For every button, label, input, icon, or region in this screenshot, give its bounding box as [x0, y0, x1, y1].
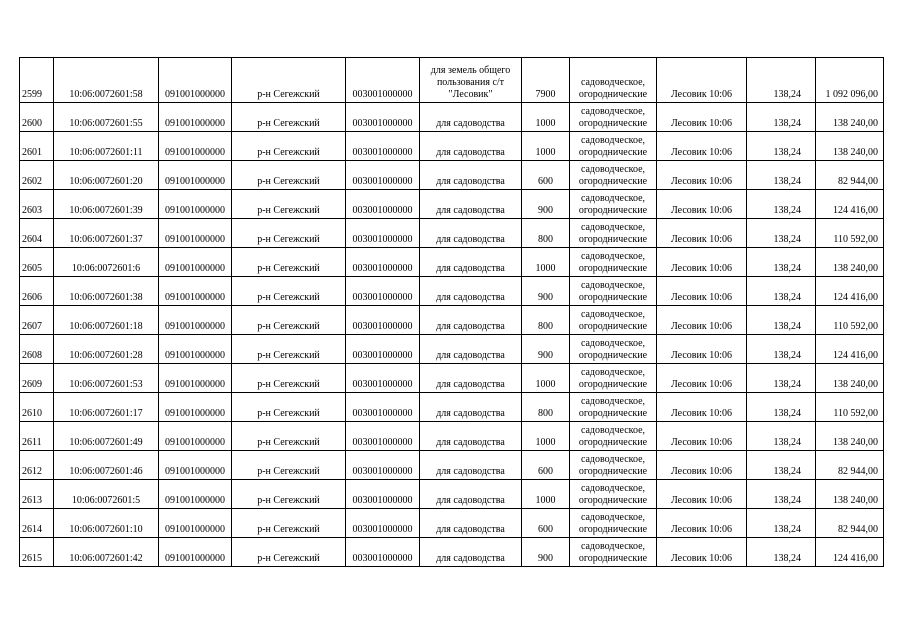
specific-value-cell: 138,24	[747, 132, 816, 161]
use-type-cell	[570, 393, 657, 422]
use-type-cell	[570, 364, 657, 393]
permitted-use-line: для садоводства	[436, 292, 505, 303]
table-row	[20, 393, 884, 422]
row-number-cell: 2609	[20, 364, 54, 393]
cadastral-value-cell: 124 416,00	[816, 335, 884, 364]
use-type-cell	[570, 480, 657, 509]
district-cell: р-н Сегежский	[232, 422, 346, 451]
area-cell: 1000	[522, 103, 570, 132]
use-type-cell	[570, 538, 657, 567]
use-type-line: огороднические	[578, 118, 648, 129]
district-cell: р-н Сегежский	[232, 538, 346, 567]
use-type-line: садоводческое,	[580, 251, 646, 262]
category-code-cell: 003001000000	[346, 248, 420, 277]
area-cell: 7900	[522, 58, 570, 103]
category-code-cell: 003001000000	[346, 538, 420, 567]
table-row	[20, 509, 884, 538]
use-type-line: садоводческое,	[580, 280, 646, 291]
use-type-cell	[570, 451, 657, 480]
permitted-use-line: для садоводства	[436, 205, 505, 216]
category-code-cell: 003001000000	[346, 277, 420, 306]
category-code-cell: 003001000000	[346, 393, 420, 422]
specific-value-cell: 138,24	[747, 364, 816, 393]
specific-value-cell: 138,24	[747, 538, 816, 567]
permitted-use-line: для садоводства	[436, 466, 505, 477]
use-type-cell	[570, 335, 657, 364]
specific-value-cell: 138,24	[747, 219, 816, 248]
okato-code-cell: 091001000000	[159, 132, 232, 161]
permitted-use-line: для садоводства	[436, 350, 505, 361]
district-cell: р-н Сегежский	[232, 58, 346, 103]
permitted-use-cell	[420, 306, 522, 335]
permitted-use-cell	[420, 103, 522, 132]
evaluation-object-cell: Лесовик 10:06	[657, 480, 747, 509]
use-type-line: садоводческое,	[580, 425, 646, 436]
table-body	[20, 58, 884, 567]
district-cell: р-н Сегежский	[232, 103, 346, 132]
evaluation-object-cell: Лесовик 10:06	[657, 103, 747, 132]
area-cell: 800	[522, 219, 570, 248]
evaluation-object-cell: Лесовик 10:06	[657, 277, 747, 306]
okato-code-cell: 091001000000	[159, 364, 232, 393]
area-cell: 600	[522, 509, 570, 538]
table-row	[20, 58, 884, 103]
row-number-cell: 2610	[20, 393, 54, 422]
cadastral-value-cell: 138 240,00	[816, 132, 884, 161]
document-page	[19, 57, 878, 567]
area-cell: 900	[522, 538, 570, 567]
permitted-use-cell	[420, 364, 522, 393]
cadastral-value-cell: 138 240,00	[816, 364, 884, 393]
specific-value-cell: 138,24	[747, 393, 816, 422]
specific-value-cell: 138,24	[747, 480, 816, 509]
cadastral-number-cell: 10:06:0072601:42	[54, 538, 159, 567]
permitted-use-cell	[420, 335, 522, 364]
category-code-cell: 003001000000	[346, 132, 420, 161]
use-type-line: садоводческое,	[580, 193, 646, 204]
row-number-cell: 2613	[20, 480, 54, 509]
permitted-use-cell	[420, 58, 522, 103]
permitted-use-line: для садоводства	[436, 524, 505, 535]
evaluation-object-cell: Лесовик 10:06	[657, 306, 747, 335]
category-code-cell: 003001000000	[346, 364, 420, 393]
area-cell: 800	[522, 306, 570, 335]
table-row	[20, 277, 884, 306]
cadastral-number-cell: 10:06:0072601:28	[54, 335, 159, 364]
use-type-cell	[570, 248, 657, 277]
use-type-line: огороднические	[578, 147, 648, 158]
permitted-use-line: для садоводства	[436, 147, 505, 158]
permitted-use-cell	[420, 422, 522, 451]
area-cell: 1000	[522, 248, 570, 277]
table-row	[20, 451, 884, 480]
evaluation-object-cell: Лесовик 10:06	[657, 509, 747, 538]
use-type-line: садоводческое,	[580, 164, 646, 175]
cadastral-number-cell: 10:06:0072601:53	[54, 364, 159, 393]
cadastral-number-cell: 10:06:0072601:10	[54, 509, 159, 538]
evaluation-object-cell: Лесовик 10:06	[657, 538, 747, 567]
permitted-use-cell	[420, 509, 522, 538]
use-type-cell	[570, 58, 657, 103]
use-type-line: огороднические	[578, 350, 648, 361]
category-code-cell: 003001000000	[346, 58, 420, 103]
specific-value-cell: 138,24	[747, 509, 816, 538]
row-number-cell: 2599	[20, 58, 54, 103]
okato-code-cell: 091001000000	[159, 190, 232, 219]
use-type-line: садоводческое,	[580, 541, 646, 552]
use-type-cell	[570, 190, 657, 219]
cadastral-number-cell: 10:06:0072601:58	[54, 58, 159, 103]
use-type-line: огороднические	[578, 495, 648, 506]
row-number-cell: 2615	[20, 538, 54, 567]
table-row	[20, 422, 884, 451]
permitted-use-cell	[420, 190, 522, 219]
row-number-cell: 2600	[20, 103, 54, 132]
permitted-use-line: для земель общего	[430, 65, 511, 76]
okato-code-cell: 091001000000	[159, 248, 232, 277]
evaluation-object-cell: Лесовик 10:06	[657, 364, 747, 393]
permitted-use-line: для садоводства	[436, 408, 505, 419]
evaluation-object-cell: Лесовик 10:06	[657, 335, 747, 364]
use-type-line: огороднические	[578, 524, 648, 535]
table-row	[20, 538, 884, 567]
use-type-line: садоводческое,	[580, 106, 646, 117]
okato-code-cell: 091001000000	[159, 161, 232, 190]
evaluation-object-cell: Лесовик 10:06	[657, 393, 747, 422]
table-row	[20, 132, 884, 161]
use-type-line: садоводческое,	[580, 77, 646, 88]
table-row	[20, 161, 884, 190]
cadastral-value-cell: 138 240,00	[816, 422, 884, 451]
okato-code-cell: 091001000000	[159, 277, 232, 306]
permitted-use-line: для садоводства	[436, 379, 505, 390]
category-code-cell: 003001000000	[346, 480, 420, 509]
area-cell: 800	[522, 393, 570, 422]
specific-value-cell: 138,24	[747, 190, 816, 219]
cadastral-value-cell: 124 416,00	[816, 538, 884, 567]
okato-code-cell: 091001000000	[159, 219, 232, 248]
permitted-use-cell	[420, 480, 522, 509]
cadastral-number-cell: 10:06:0072601:46	[54, 451, 159, 480]
table-row	[20, 364, 884, 393]
row-number-cell: 2603	[20, 190, 54, 219]
cadastral-number-cell: 10:06:0072601:39	[54, 190, 159, 219]
category-code-cell: 003001000000	[346, 509, 420, 538]
use-type-cell	[570, 422, 657, 451]
cadastral-number-cell: 10:06:0072601:11	[54, 132, 159, 161]
district-cell: р-н Сегежский	[232, 335, 346, 364]
use-type-cell	[570, 306, 657, 335]
permitted-use-cell	[420, 538, 522, 567]
use-type-line: огороднические	[578, 379, 648, 390]
cadastral-number-cell: 10:06:0072601:38	[54, 277, 159, 306]
evaluation-object-cell: Лесовик 10:06	[657, 422, 747, 451]
cadastral-number-cell: 10:06:0072601:18	[54, 306, 159, 335]
use-type-line: огороднические	[578, 292, 648, 303]
evaluation-object-cell: Лесовик 10:06	[657, 219, 747, 248]
use-type-line: садоводческое,	[580, 512, 646, 523]
permitted-use-line: для садоводства	[436, 263, 505, 274]
okato-code-cell: 091001000000	[159, 58, 232, 103]
specific-value-cell: 138,24	[747, 451, 816, 480]
area-cell: 900	[522, 190, 570, 219]
cadastral-value-cell: 1 092 096,00	[816, 58, 884, 103]
okato-code-cell: 091001000000	[159, 480, 232, 509]
use-type-line: садоводческое,	[580, 367, 646, 378]
permitted-use-line: для садоводства	[436, 234, 505, 245]
cadastral-number-cell: 10:06:0072601:6	[54, 248, 159, 277]
okato-code-cell: 091001000000	[159, 538, 232, 567]
district-cell: р-н Сегежский	[232, 451, 346, 480]
row-number-cell: 2607	[20, 306, 54, 335]
cadastral-value-cell: 82 944,00	[816, 161, 884, 190]
table-row	[20, 103, 884, 132]
specific-value-cell: 138,24	[747, 58, 816, 103]
district-cell: р-н Сегежский	[232, 306, 346, 335]
use-type-line: огороднические	[578, 234, 648, 245]
okato-code-cell: 091001000000	[159, 393, 232, 422]
permitted-use-cell	[420, 277, 522, 306]
okato-code-cell: 091001000000	[159, 509, 232, 538]
cadastral-number-cell: 10:06:0072601:37	[54, 219, 159, 248]
specific-value-cell: 138,24	[747, 248, 816, 277]
specific-value-cell: 138,24	[747, 335, 816, 364]
cadastral-value-cell: 82 944,00	[816, 509, 884, 538]
use-type-line: садоводческое,	[580, 338, 646, 349]
permitted-use-cell	[420, 132, 522, 161]
permitted-use-line: пользования с/т	[436, 77, 505, 88]
category-code-cell: 003001000000	[346, 219, 420, 248]
evaluation-object-cell: Лесовик 10:06	[657, 132, 747, 161]
area-cell: 1000	[522, 132, 570, 161]
use-type-line: огороднические	[578, 408, 648, 419]
area-cell: 1000	[522, 364, 570, 393]
specific-value-cell: 138,24	[747, 306, 816, 335]
use-type-line: садоводческое,	[580, 222, 646, 233]
cadastral-number-cell: 10:06:0072601:17	[54, 393, 159, 422]
cadastral-number-cell: 10:06:0072601:55	[54, 103, 159, 132]
district-cell: р-н Сегежский	[232, 509, 346, 538]
cadastral-number-cell: 10:06:0072601:5	[54, 480, 159, 509]
cadastral-value-cell: 138 240,00	[816, 480, 884, 509]
cadastral-value-cell: 138 240,00	[816, 248, 884, 277]
category-code-cell: 003001000000	[346, 103, 420, 132]
permitted-use-cell	[420, 161, 522, 190]
table-row	[20, 335, 884, 364]
specific-value-cell: 138,24	[747, 277, 816, 306]
cadastral-value-cell: 82 944,00	[816, 451, 884, 480]
evaluation-object-cell: Лесовик 10:06	[657, 451, 747, 480]
district-cell: р-н Сегежский	[232, 277, 346, 306]
cadastral-value-cell: 124 416,00	[816, 190, 884, 219]
row-number-cell: 2604	[20, 219, 54, 248]
row-number-cell: 2601	[20, 132, 54, 161]
use-type-line: огороднические	[578, 553, 648, 564]
evaluation-object-cell: Лесовик 10:06	[657, 190, 747, 219]
use-type-line: огороднические	[578, 466, 648, 477]
okato-code-cell: 091001000000	[159, 451, 232, 480]
area-cell: 1000	[522, 422, 570, 451]
area-cell: 900	[522, 277, 570, 306]
district-cell: р-н Сегежский	[232, 364, 346, 393]
use-type-line: садоводческое,	[580, 396, 646, 407]
permitted-use-line: для садоводства	[436, 437, 505, 448]
category-code-cell: 003001000000	[346, 335, 420, 364]
area-cell: 600	[522, 451, 570, 480]
category-code-cell: 003001000000	[346, 190, 420, 219]
use-type-line: садоводческое,	[580, 309, 646, 320]
specific-value-cell: 138,24	[747, 103, 816, 132]
okato-code-cell: 091001000000	[159, 335, 232, 364]
district-cell: р-н Сегежский	[232, 219, 346, 248]
cadastral-number-cell: 10:06:0072601:49	[54, 422, 159, 451]
district-cell: р-н Сегежский	[232, 190, 346, 219]
permitted-use-cell	[420, 219, 522, 248]
permitted-use-cell	[420, 248, 522, 277]
district-cell: р-н Сегежский	[232, 161, 346, 190]
use-type-cell	[570, 132, 657, 161]
permitted-use-line: для садоводства	[436, 176, 505, 187]
row-number-cell: 2614	[20, 509, 54, 538]
category-code-cell: 003001000000	[346, 161, 420, 190]
permitted-use-cell	[420, 393, 522, 422]
use-type-cell	[570, 509, 657, 538]
use-type-line: огороднические	[578, 263, 648, 274]
use-type-line: огороднические	[578, 89, 648, 100]
okato-code-cell: 091001000000	[159, 306, 232, 335]
use-type-cell	[570, 103, 657, 132]
table-row	[20, 248, 884, 277]
area-cell: 900	[522, 335, 570, 364]
use-type-line: садоводческое,	[580, 135, 646, 146]
district-cell: р-н Сегежский	[232, 132, 346, 161]
use-type-line: огороднические	[578, 321, 648, 332]
specific-value-cell: 138,24	[747, 161, 816, 190]
permitted-use-cell	[420, 451, 522, 480]
specific-value-cell: 138,24	[747, 422, 816, 451]
okato-code-cell: 091001000000	[159, 103, 232, 132]
use-type-line: садоводческое,	[580, 454, 646, 465]
use-type-cell	[570, 219, 657, 248]
permitted-use-line: для садоводства	[436, 118, 505, 129]
category-code-cell: 003001000000	[346, 451, 420, 480]
row-number-cell: 2605	[20, 248, 54, 277]
table-row	[20, 480, 884, 509]
district-cell: р-н Сегежский	[232, 393, 346, 422]
table-row	[20, 219, 884, 248]
use-type-cell	[570, 161, 657, 190]
table-row	[20, 306, 884, 335]
cadastral-value-cell: 110 592,00	[816, 219, 884, 248]
permitted-use-line: для садоводства	[436, 553, 505, 564]
use-type-line: огороднические	[578, 205, 648, 216]
evaluation-object-cell: Лесовик 10:06	[657, 248, 747, 277]
cadastral-number-cell: 10:06:0072601:20	[54, 161, 159, 190]
row-number-cell: 2606	[20, 277, 54, 306]
cadastral-value-cell: 110 592,00	[816, 306, 884, 335]
cadastral-value-cell: 124 416,00	[816, 277, 884, 306]
permitted-use-line: для садоводства	[436, 321, 505, 332]
evaluation-object-cell: Лесовик 10:06	[657, 58, 747, 103]
row-number-cell: 2611	[20, 422, 54, 451]
use-type-cell	[570, 277, 657, 306]
category-code-cell: 003001000000	[346, 306, 420, 335]
area-cell: 1000	[522, 480, 570, 509]
category-code-cell: 003001000000	[346, 422, 420, 451]
area-cell: 600	[522, 161, 570, 190]
okato-code-cell: 091001000000	[159, 422, 232, 451]
use-type-line: садоводческое,	[580, 483, 646, 494]
row-number-cell: 2608	[20, 335, 54, 364]
evaluation-object-cell: Лесовик 10:06	[657, 161, 747, 190]
permitted-use-line: для садоводства	[436, 495, 505, 506]
cadastral-value-cell: 138 240,00	[816, 103, 884, 132]
district-cell: р-н Сегежский	[232, 480, 346, 509]
cadastral-value-table	[19, 57, 884, 567]
row-number-cell: 2612	[20, 451, 54, 480]
cadastral-value-cell: 110 592,00	[816, 393, 884, 422]
row-number-cell: 2602	[20, 161, 54, 190]
permitted-use-line: "Лесовик"	[448, 89, 493, 100]
use-type-line: огороднические	[578, 176, 648, 187]
table-row	[20, 190, 884, 219]
use-type-line: огороднические	[578, 437, 648, 448]
district-cell: р-н Сегежский	[232, 248, 346, 277]
